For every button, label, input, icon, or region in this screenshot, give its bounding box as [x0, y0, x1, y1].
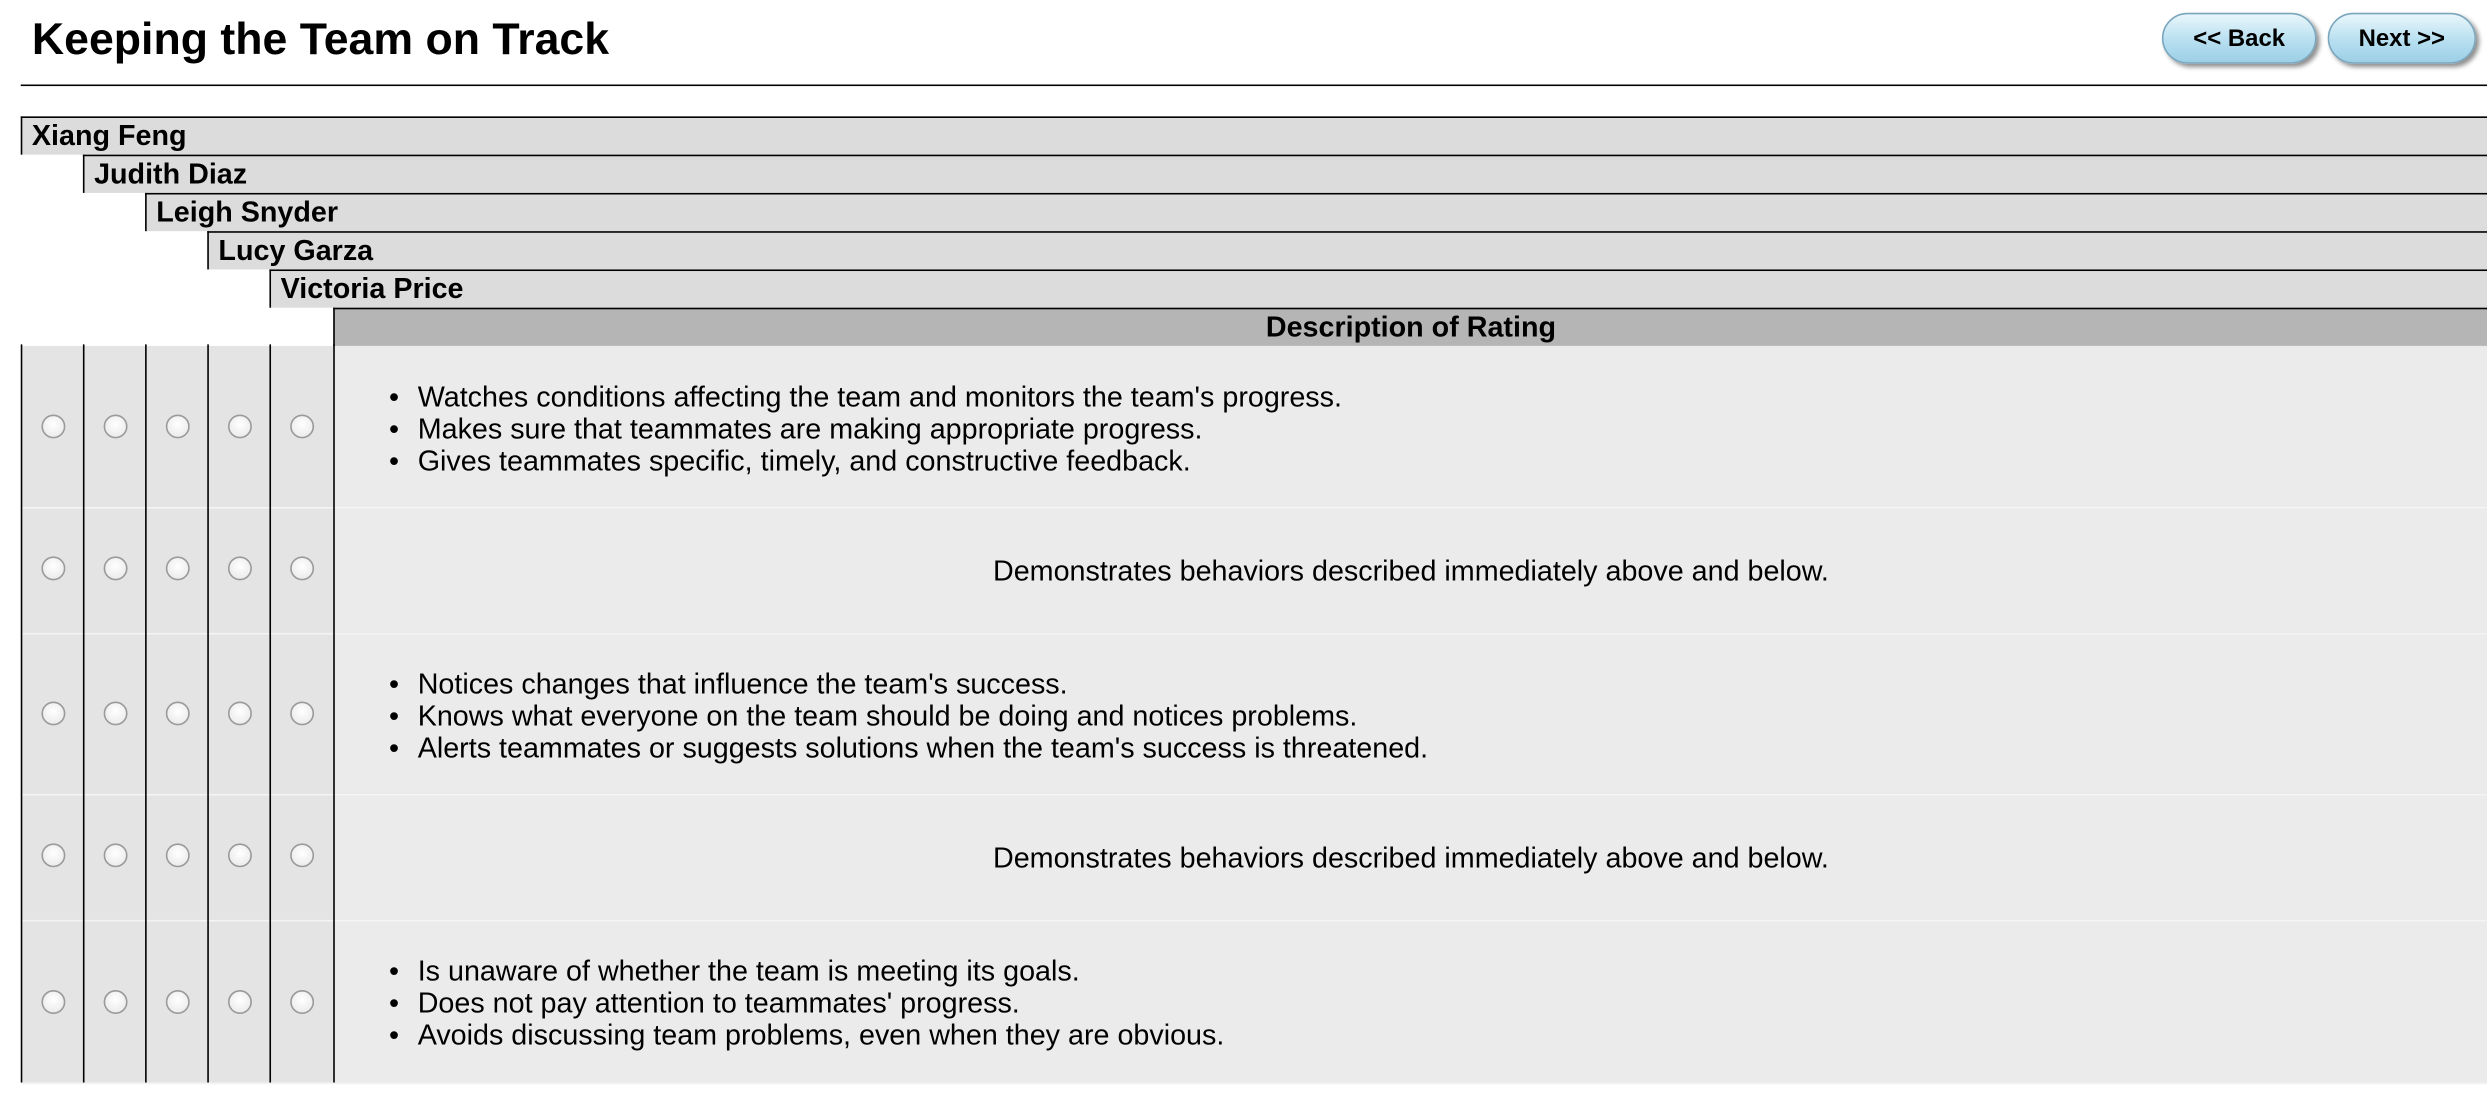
rating-radio-member-1[interactable]: [41, 556, 65, 580]
column-divider: [333, 344, 335, 1082]
rating-row-4: [22, 796, 2487, 922]
list-item: • Knows what everyone on the team should be doing and notices problems.: [418, 700, 1428, 732]
member-name: Leigh Snyder: [156, 196, 339, 228]
column-divider: [83, 344, 85, 1082]
rating-radio-member-3[interactable]: [166, 415, 190, 439]
rating-description: [335, 509, 2487, 633]
member-header-2: [83, 155, 2487, 193]
rating-description: [335, 346, 2487, 507]
rating-radio-member-1[interactable]: [41, 701, 65, 725]
member-name: Victoria Price: [280, 272, 464, 305]
rating-radio-member-4[interactable]: [228, 415, 252, 439]
intermediate-text: Demonstrates behaviors described immediately above and below.: [992, 554, 1829, 587]
rating-radio-member-5[interactable]: [290, 843, 314, 867]
rating-radio-member-2[interactable]: [104, 701, 128, 725]
rating-radio-member-5[interactable]: [290, 556, 314, 580]
rating-description: [335, 922, 2487, 1083]
rating-radio-member-1[interactable]: [41, 415, 65, 439]
list-item: • Is unaware of whether the team is meeting its goals.: [418, 955, 1225, 987]
page-title: Keeping the Team on Track: [31, 14, 610, 64]
column-divider: [207, 344, 209, 1082]
rating-radio-member-2[interactable]: [104, 556, 128, 580]
behavior-list: [411, 668, 1428, 764]
rating-radio-member-4[interactable]: [228, 701, 252, 725]
column-divider: [269, 344, 271, 1082]
behavior-list: [411, 955, 1224, 1051]
column-divider: [145, 344, 147, 1082]
rating-radio-member-1[interactable]: [41, 990, 65, 1014]
rating-radio-member-4[interactable]: [228, 843, 252, 867]
member-header-1: [21, 116, 2487, 154]
rating-description: [335, 635, 2487, 794]
intermediate-text: Demonstrates behaviors described immediately above and below.: [992, 841, 1829, 874]
rating-radio-member-3[interactable]: [166, 701, 190, 725]
behavior-list: [411, 381, 1342, 477]
rating-radio-member-4[interactable]: [228, 556, 252, 580]
rating-radio-member-2[interactable]: [104, 415, 128, 439]
list-item: • Notices changes that influence the team's success.: [418, 668, 1428, 700]
rating-radio-member-3[interactable]: [166, 556, 190, 580]
list-item: • Does not pay attention to teammates' progress.: [418, 987, 1225, 1019]
list-item: • Gives teammates specific, timely, and constructive feedback.: [418, 445, 1342, 477]
member-header-5: [269, 269, 2487, 307]
rating-row-1: [22, 346, 2487, 509]
rating-radio-member-5[interactable]: [290, 701, 314, 725]
rating-row-2: [22, 509, 2487, 635]
member-header-4: [207, 231, 2487, 269]
member-name: Lucy Garza: [218, 234, 374, 267]
member-name: Judith Diaz: [94, 157, 248, 190]
list-item: • Watches conditions affecting the team and monitors the team's progress.: [418, 381, 1342, 413]
rating-radio-member-3[interactable]: [166, 990, 190, 1014]
rating-description: [335, 796, 2487, 920]
rating-radio-member-5[interactable]: [290, 415, 314, 439]
back-button[interactable]: << Back: [2162, 13, 2317, 64]
rating-radio-member-5[interactable]: [290, 990, 314, 1014]
rating-row-5: [22, 922, 2487, 1085]
rating-radio-member-2[interactable]: [104, 843, 128, 867]
next-button[interactable]: Next >>: [2328, 13, 2476, 64]
column-divider: [21, 344, 23, 1082]
title-divider: [21, 84, 2487, 86]
rating-radio-member-3[interactable]: [166, 843, 190, 867]
list-item: • Alerts teammates or suggests solutions when the team's success is threatened.: [418, 732, 1428, 764]
member-name: Xiang Feng: [31, 119, 187, 152]
list-item: • Avoids discussing team problems, even when they are obvious.: [418, 1019, 1225, 1051]
rating-row-3: [22, 635, 2487, 796]
rating-radio-member-2[interactable]: [104, 990, 128, 1014]
rating-radio-member-1[interactable]: [41, 843, 65, 867]
list-item: • Makes sure that teammates are making appropriate progress.: [418, 413, 1342, 445]
rating-radio-member-4[interactable]: [228, 990, 252, 1014]
member-header-3: [145, 193, 2487, 231]
description-header: Description of Rating: [333, 308, 2487, 346]
